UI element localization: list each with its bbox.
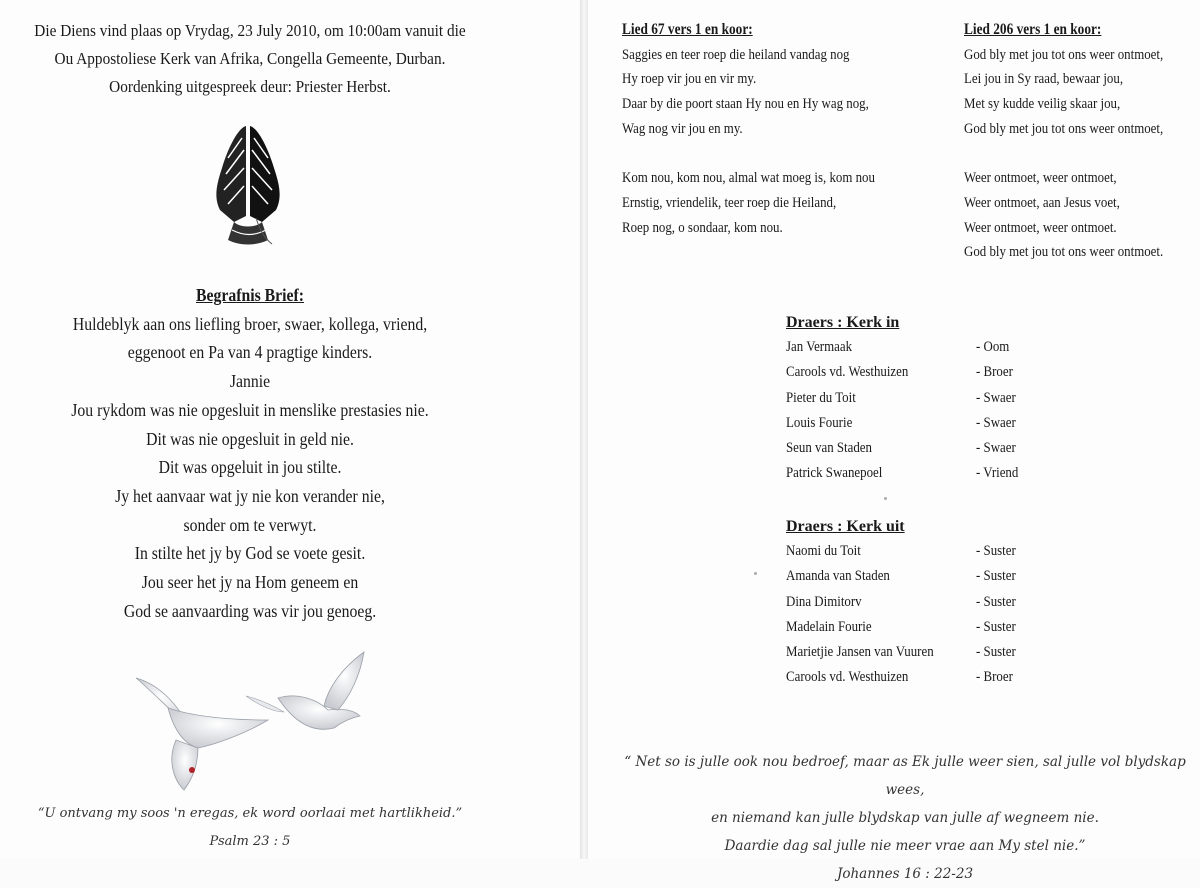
hymn-line: God bly met jou tot ons weer ontmoet, (964, 120, 1164, 137)
bearer-relation: - Suster (976, 643, 1016, 660)
bearer-relation: - Suster (976, 543, 1016, 560)
bearer-row (786, 461, 1086, 486)
bearer-relation: - Swaer (976, 439, 1016, 456)
letter-line: Jou rykdom was nie opgesluit in menslike prestasies nie. (71, 399, 429, 420)
psalm-quote-ref: Psalm 23 : 5 (209, 834, 291, 849)
hymn-line: Lei jou in Sy raad, bewaar jou, (964, 71, 1124, 88)
bearer-relation: - Swaer (976, 389, 1016, 406)
hymn-line: God bly met jou tot ons weer ontmoet. (964, 244, 1164, 261)
psalm-quote (0, 800, 500, 856)
letter-line: Jannie (229, 371, 271, 392)
letter-line: Dit was nie opgesluit in geld nie. (146, 428, 354, 449)
stanza-gap (964, 142, 1196, 167)
service-line-2: Ou Appostoliese Kerk van Afrika, Congella Gemeente, Durban. (54, 49, 446, 68)
service-line-3: Oordenking uitgespreek deur: Priester Herbst. (109, 77, 391, 96)
hymn-line: Met sy kudde veilig skaar jou, (964, 96, 1121, 113)
hymn-67-title: Lied 67 vers 1 en koor: (622, 21, 753, 38)
john-quote-line-3: Daardie dag sal julle nie meer vrae aan My stel nie.” (724, 838, 1086, 854)
bearer-name: Naomi du Toit (786, 543, 861, 560)
bearers-church-in (786, 310, 1086, 486)
service-line-1: Die Diens vind plaas op Vrydag, 23 July 2010, om 10:00am vanuit die (34, 21, 466, 40)
bearers-out-title: Draers : Kerk uit (786, 518, 905, 535)
bearer-name: Amanda van Staden (786, 568, 890, 585)
hymn-line: Saggies en teer roep die heiland vandag nog (622, 46, 850, 63)
bearers-church-out (786, 514, 1086, 690)
hymn-line: Kom nou, kom nou, almal wat moeg is, kom nou (622, 170, 875, 187)
bearer-relation: - Swaer (976, 414, 1016, 431)
bearer-name: Marietjie Jansen van Vuuren (786, 643, 934, 660)
john-quote-line-1: “ Net so is julle ook nou bedroef, maar as Ek julle weer sien, sal julle vol blydskap wees, (624, 754, 1186, 798)
letter-line: In stilte het jy by God se voete gesit. (134, 543, 366, 564)
hymn-line: Daar by die poort staan Hy nou en Hy wag nog, (622, 96, 869, 113)
bearer-row (786, 665, 1086, 690)
bearer-relation: - Broer (976, 669, 1013, 686)
praying-hands-icon (198, 118, 298, 248)
bearer-name: Dina Dimitorv (786, 593, 862, 610)
bearer-row (786, 640, 1086, 665)
hymn-206-title: Lied 206 vers 1 en koor: (964, 21, 1102, 38)
bearer-relation: - Oom (976, 339, 1010, 356)
paper-speck (754, 572, 757, 575)
doves-illustration (128, 648, 368, 798)
bearer-relation: - Suster (976, 593, 1016, 610)
hymn-67 (622, 18, 914, 240)
john-quote (610, 748, 1200, 888)
bearer-name: Pieter du Toit (786, 389, 856, 406)
bearer-row (786, 590, 1086, 615)
hymn-line: Ernstig, vriendelik, teer roep die Heiland, (622, 194, 837, 211)
funeral-letter (25, 281, 475, 625)
hymn-line: God bly met jou tot ons weer ontmoet, (964, 46, 1164, 63)
bearer-row (786, 386, 1086, 411)
hymn-206 (964, 18, 1196, 265)
hymn-line: Wag nog vir jou en my. (622, 120, 743, 137)
bearer-row (786, 411, 1086, 436)
bearer-name: Louis Fourie (786, 414, 853, 431)
hymn-line: Weer ontmoet, weer ontmoet, (964, 170, 1117, 187)
letter-line: Jy het aanvaar wat jy nie kon verander nie, (115, 485, 385, 506)
letter-line: God se aanvaarding was vir jou genoeg. (123, 600, 377, 621)
letter-line: Huldeblyk aan ons liefling broer, swaer, kollega, vriend, (72, 313, 428, 334)
page-fold (580, 0, 588, 859)
bearer-row (786, 436, 1086, 461)
hymn-line: Weer ontmoet, weer ontmoet. (964, 219, 1117, 236)
stanza-gap (622, 142, 914, 167)
letter-title: Begrafnis Brief: (195, 285, 305, 305)
john-quote-line-2: en niemand kan julle blydskap van julle af wegneem nie. (711, 810, 1099, 826)
hymn-line: Roep nog, o sondaar, kom nou. (622, 219, 783, 236)
bearer-name: Jan Vermaak (786, 339, 853, 356)
bearers-in-title: Draers : Kerk in (786, 314, 900, 331)
bearer-relation: - Suster (976, 618, 1016, 635)
bearer-name: Patrick Swanepoel (786, 465, 883, 482)
service-info (25, 17, 475, 101)
bearer-name: Carools vd. Westhuizen (786, 364, 909, 381)
hymn-line: Hy roep vir jou en vir my. (622, 71, 757, 88)
bearer-relation: - Suster (976, 568, 1016, 585)
paper-speck (884, 497, 887, 500)
bearer-name: Madelain Fourie (786, 618, 872, 635)
john-quote-ref: Johannes 16 : 22-23 (836, 866, 974, 882)
bearer-name: Carools vd. Westhuizen (786, 669, 909, 686)
letter-line: sonder om te verwyt. (183, 514, 317, 535)
psalm-quote-text: “U ontvang my soos 'n eregas, ek word oorlaai met hartlikheid.” (37, 806, 463, 821)
bearer-row (786, 335, 1086, 360)
bearer-row (786, 360, 1086, 385)
bearer-row (786, 539, 1086, 564)
letter-line: Dit was opgeluit in jou stilte. (158, 457, 342, 478)
bearer-name: Seun van Staden (786, 439, 872, 456)
bearer-row (786, 615, 1086, 640)
letter-line: Jou seer het jy na Hom geneem en (141, 572, 359, 593)
bearer-relation: - Broer (976, 364, 1013, 381)
bearer-row (786, 564, 1086, 589)
hymn-line: Weer ontmoet, aan Jesus voet, (964, 194, 1120, 211)
bearer-relation: - Vriend (976, 465, 1019, 482)
letter-line: eggenoot en Pa van 4 pragtige kinders. (127, 342, 373, 363)
